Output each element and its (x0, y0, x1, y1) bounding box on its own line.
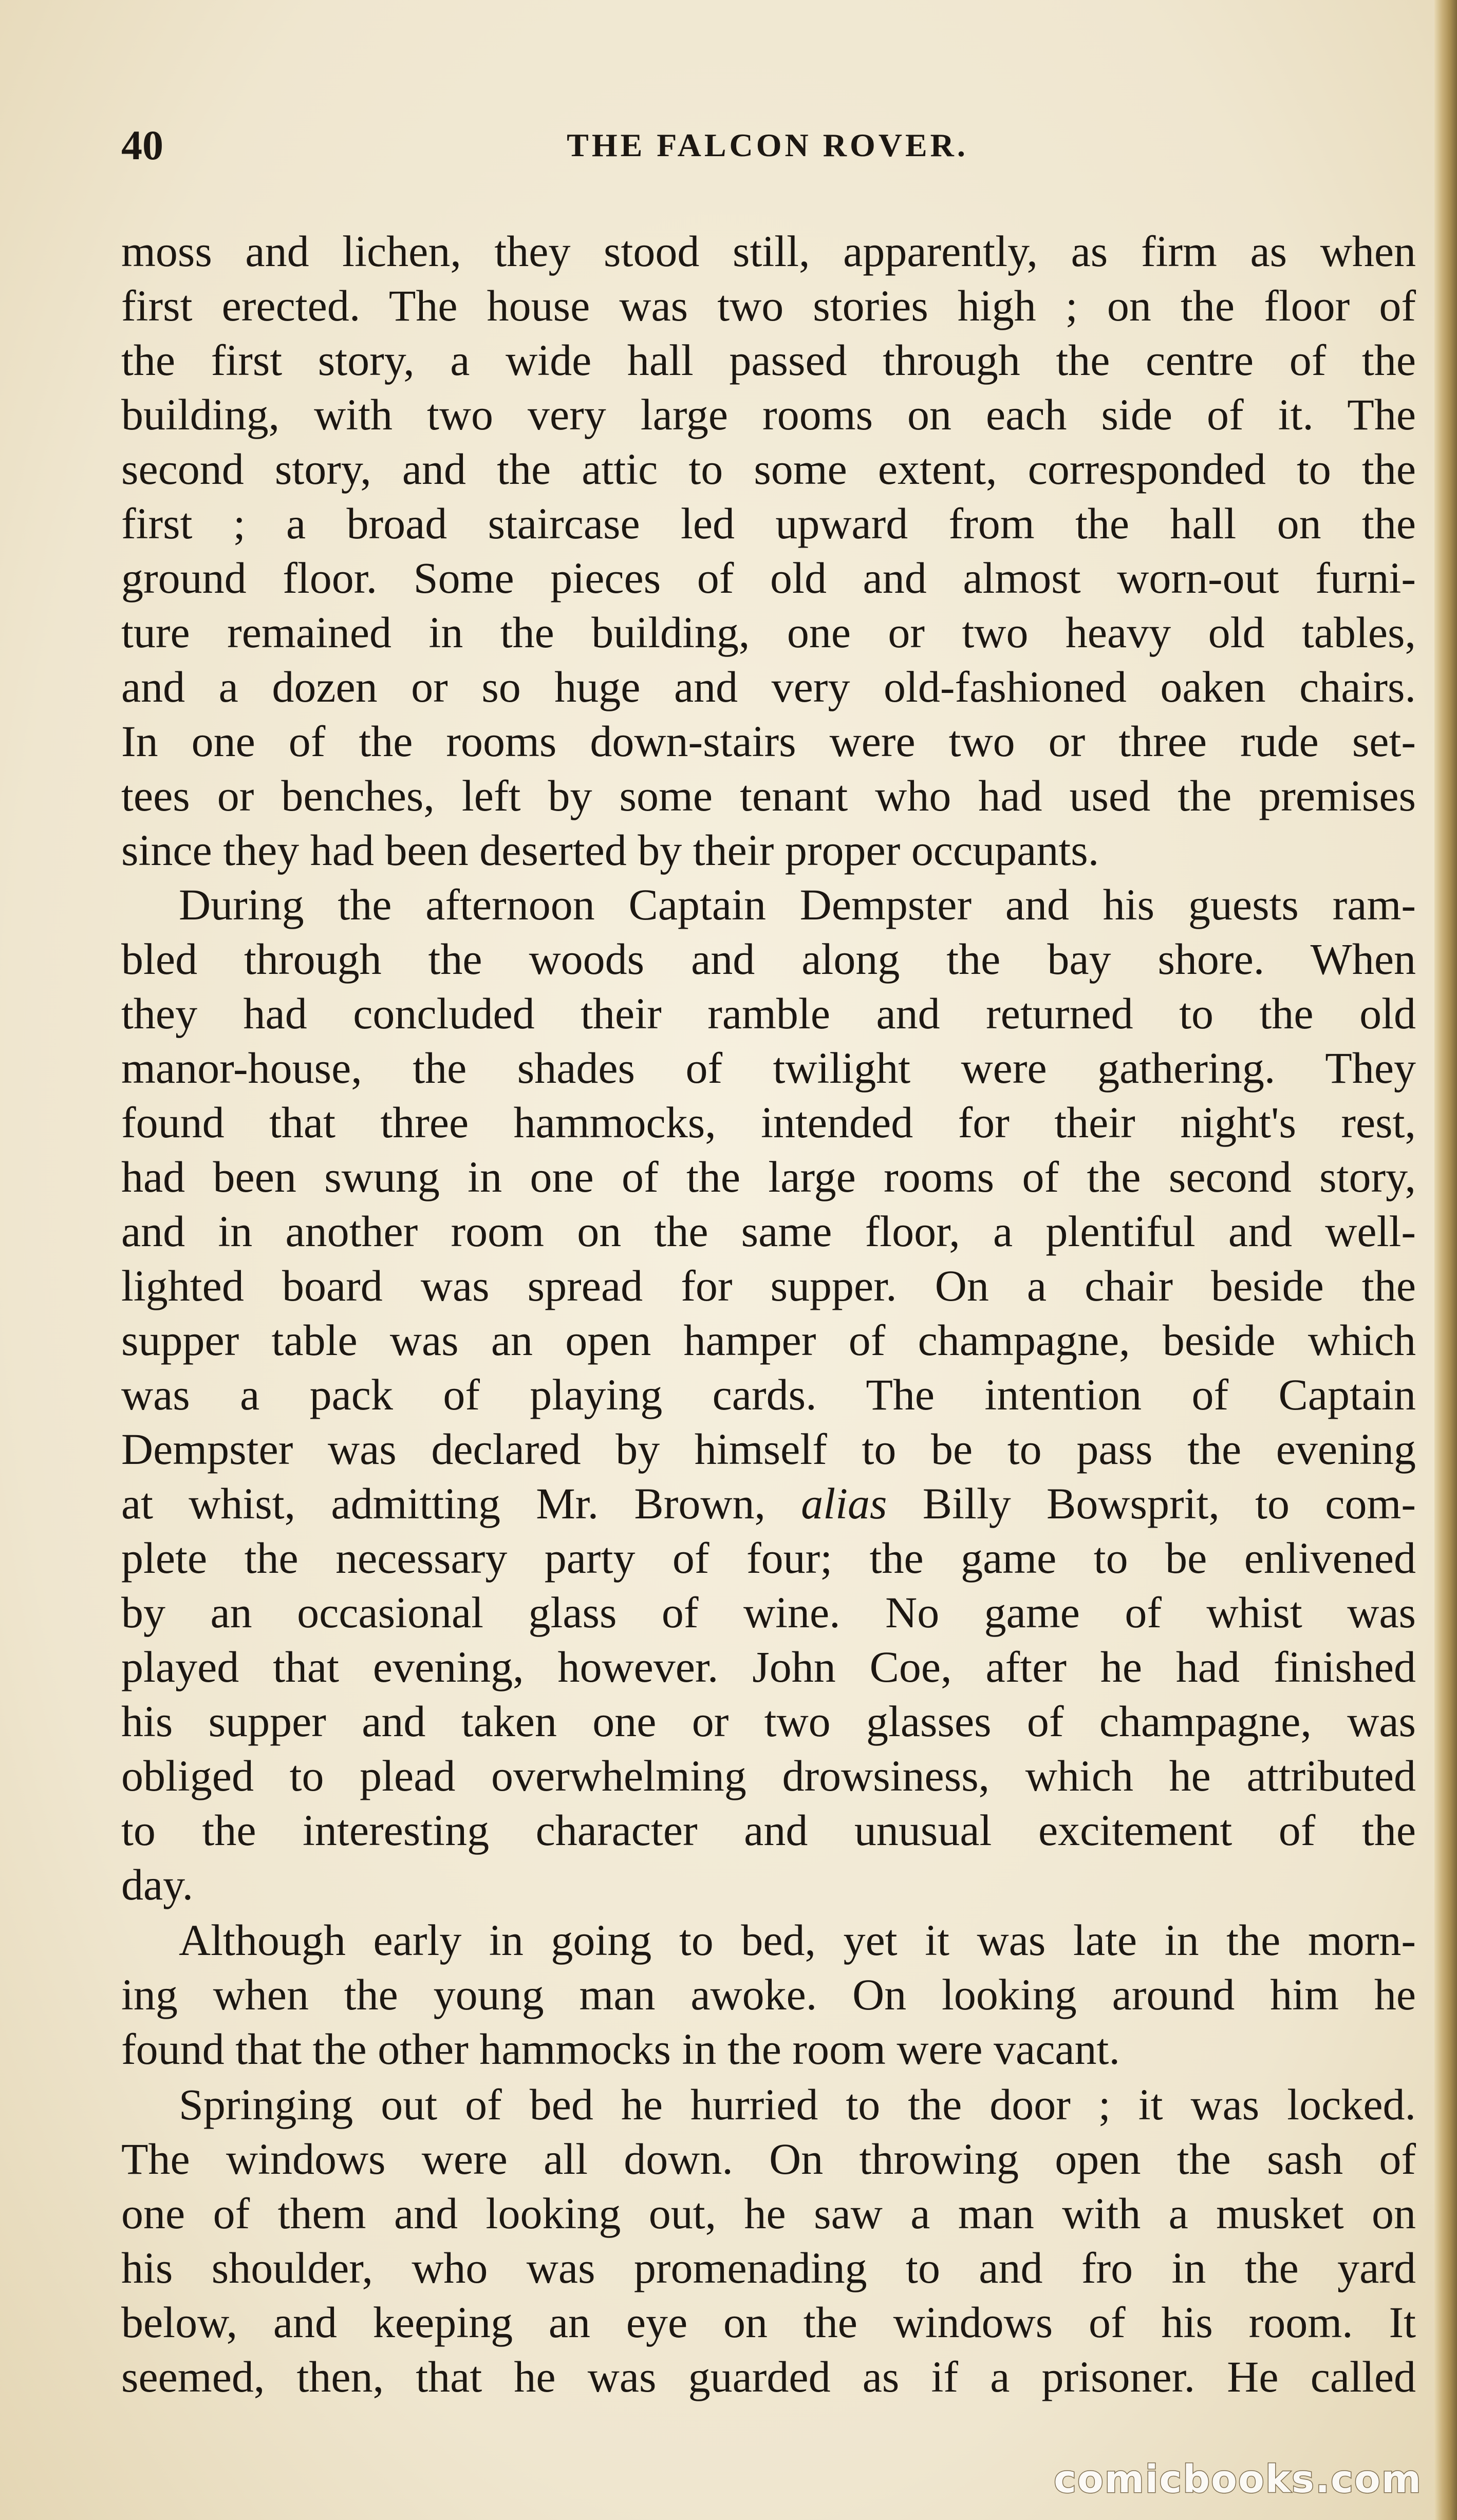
text-line: building, with two very large rooms on each side of it. The (121, 390, 1416, 439)
text-line: day. (121, 1860, 194, 1909)
text-line: Springing out of bed he hurried to the door ; it was locked. (179, 2080, 1416, 2129)
text-line: by an occasional glass of wine. No game of whist was (121, 1588, 1416, 1637)
text-line: found that the other hammocks in the room were vacant. (121, 2024, 1120, 2074)
text-line: to the interesting character and unusual excitement of the (121, 1806, 1416, 1855)
text-line: plete the necessary party of four; the game to be enlivened (121, 1533, 1416, 1583)
body-text (121, 224, 1416, 2404)
text-line: The windows were all down. On throwing open the sash of (121, 2134, 1416, 2184)
text-line: played that evening, however. John Coe, after he had finished (121, 1642, 1416, 1691)
text-line: his shoulder, who was promenading to and fro in the yard (121, 2243, 1416, 2292)
text-line: moss and lichen, they stood still, apparently, as firm as when (121, 227, 1416, 276)
text-line: tees or benches, left by some tenant who had used the premises (121, 771, 1416, 820)
text-line: below, and keeping an eye on the windows of his room. It (121, 2298, 1416, 2347)
text-line: found that three hammocks, intended for their night's rest, (121, 1098, 1416, 1147)
text-line: they had concluded their ramble and returned to the old (121, 989, 1416, 1038)
text-line: and in another room on the same floor, a plentiful and well- (121, 1207, 1416, 1256)
text-line: since they had been deserted by their proper occupants. (121, 825, 1099, 875)
text-line: lighted board was spread for supper. On a chair beside the (121, 1261, 1416, 1310)
text-line-with-alias (121, 1476, 1416, 1531)
text-segment: at whist, admitting Mr. Brown, (121, 1479, 801, 1528)
text-line: manor-house, the shades of twilight were gathering. They (121, 1043, 1416, 1093)
text-line: Dempster was declared by himself to be to pass the evening (121, 1424, 1416, 1474)
watermark: comicbooks.com (1054, 2457, 1422, 2502)
text-line: bled through the woods and along the bay shore. When (121, 934, 1416, 984)
text-line: his supper and taken one or two glasses of champagne, was (121, 1697, 1416, 1746)
text-line: one of them and looking out, he saw a man with a musket on (121, 2189, 1416, 2238)
text-line: During the afternoon Captain Dempster and his guests ram- (179, 880, 1416, 929)
text-line: ture remained in the building, one or two heavy old tables, (121, 608, 1416, 657)
text-line: supper table was an open hamper of champagne, beside which (121, 1315, 1416, 1365)
text-line: Although early in going to bed, yet it was late in the morn- (179, 1915, 1416, 1965)
text-line: was a pack of playing cards. The intention of Captain (121, 1370, 1416, 1419)
text-line: In one of the rooms down-stairs were two or three rude set- (121, 717, 1416, 766)
running-head: THE FALCON ROVER. (567, 127, 968, 163)
page-header (121, 117, 1414, 174)
text-line: seemed, then, that he was guarded as if a prisoner. He called (121, 2352, 1416, 2401)
page-edge-shadow (1434, 0, 1457, 2520)
text-line: the first story, a wide hall passed through the centre of the (121, 335, 1416, 385)
text-line: first erected. The house was two stories high ; on the floor of (121, 281, 1416, 330)
alias-word: alias (801, 1479, 887, 1528)
text-line: obliged to plead overwhelming drowsiness, which he attributed (121, 1751, 1416, 1800)
page-number: 40 (121, 122, 163, 168)
text-line: ground floor. Some pieces of old and almost worn-out furni- (121, 553, 1416, 603)
text-segment: Billy Bowsprit, to com- (887, 1479, 1416, 1528)
text-line: and a dozen or so huge and very old-fashioned oaken chairs. (121, 662, 1416, 711)
text-line: ing when the young man awoke. On looking around him he (121, 1970, 1416, 2019)
text-line: had been swung in one of the large rooms of the second story, (121, 1152, 1416, 1201)
text-line: second story, and the attic to some extent, corresponded to the (121, 444, 1416, 494)
text-line: first ; a broad staircase led upward from the hall on the (121, 499, 1416, 548)
